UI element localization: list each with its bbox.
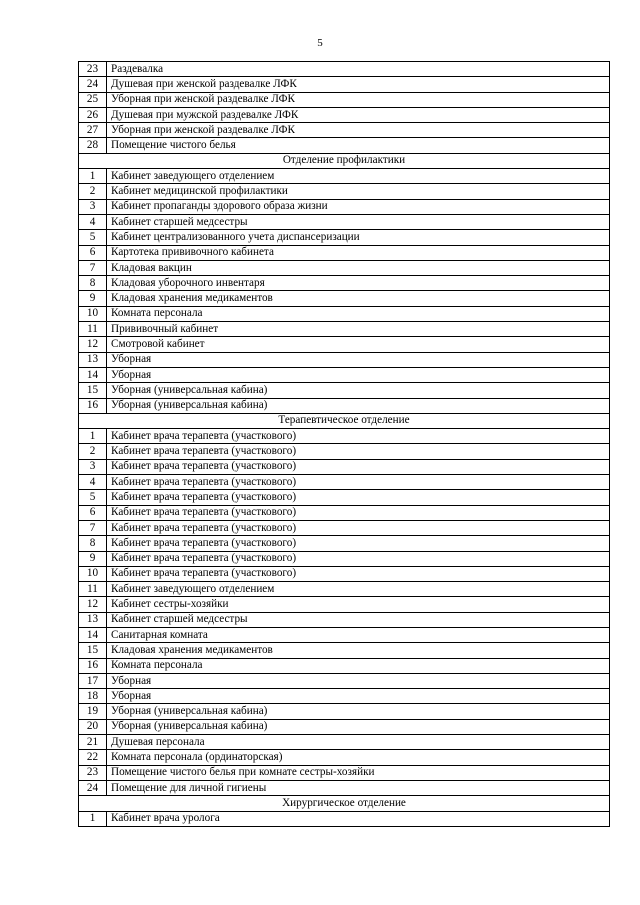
page-number: 5 <box>317 37 323 49</box>
room-name: Душевая персонала <box>107 735 610 750</box>
room-name: Кабинет врача терапевта (участкового) <box>107 444 610 459</box>
row-number: 1 <box>79 429 107 444</box>
room-name: Комната персонала <box>107 306 610 321</box>
table-row <box>79 429 610 444</box>
row-number: 11 <box>79 582 107 597</box>
room-name: Смотровой кабинет <box>107 337 610 352</box>
room-name: Кабинет врача терапевта (участкового) <box>107 551 610 566</box>
row-number: 12 <box>79 337 107 352</box>
table-row <box>79 276 610 291</box>
room-name: Кабинет врача терапевта (участкового) <box>107 459 610 474</box>
row-number: 7 <box>79 520 107 535</box>
room-name: Кабинет заведующего отделением <box>107 169 610 184</box>
room-name: Уборная (универсальная кабина) <box>107 704 610 719</box>
room-name: Уборная <box>107 689 610 704</box>
room-name: Уборная (универсальная кабина) <box>107 398 610 413</box>
table-row <box>79 107 610 122</box>
room-name: Уборная <box>107 352 610 367</box>
row-number: 5 <box>79 230 107 245</box>
row-number: 17 <box>79 673 107 688</box>
row-number: 14 <box>79 627 107 642</box>
section-header-row <box>79 796 610 811</box>
table-row <box>79 337 610 352</box>
table-row <box>79 811 610 826</box>
table-row <box>79 536 610 551</box>
row-number: 13 <box>79 352 107 367</box>
table-row <box>79 214 610 229</box>
row-number: 24 <box>79 780 107 795</box>
table-row <box>79 735 610 750</box>
table-row <box>79 750 610 765</box>
room-name: Картотека прививочного кабинета <box>107 245 610 260</box>
room-name: Комната персонала (ординаторская) <box>107 750 610 765</box>
row-number: 16 <box>79 398 107 413</box>
room-name: Кабинет врача терапевта (участкового) <box>107 429 610 444</box>
table-row <box>79 123 610 138</box>
row-number: 7 <box>79 260 107 275</box>
room-name: Уборная <box>107 673 610 688</box>
room-name: Комната персонала <box>107 658 610 673</box>
room-name: Кабинет врача уролога <box>107 811 610 826</box>
table-row <box>79 689 610 704</box>
room-name: Кабинет врача терапевта (участкового) <box>107 475 610 490</box>
table-row <box>79 367 610 382</box>
table-row <box>79 475 610 490</box>
table-row <box>79 260 610 275</box>
section-header-row <box>79 153 610 168</box>
table-row <box>79 291 610 306</box>
row-number: 15 <box>79 643 107 658</box>
row-number: 1 <box>79 169 107 184</box>
row-number: 26 <box>79 107 107 122</box>
table-row <box>79 169 610 184</box>
table-row <box>79 459 610 474</box>
row-number: 10 <box>79 306 107 321</box>
rooms-table <box>78 61 610 827</box>
table-row <box>79 719 610 734</box>
row-number: 25 <box>79 92 107 107</box>
room-name: Помещение для личной гигиены <box>107 780 610 795</box>
table-row <box>79 230 610 245</box>
table-row <box>79 505 610 520</box>
row-number: 22 <box>79 750 107 765</box>
row-number: 23 <box>79 765 107 780</box>
table-row <box>79 520 610 535</box>
room-name: Кабинет старшей медсестры <box>107 612 610 627</box>
room-name: Кладовая уборочного инвентаря <box>107 276 610 291</box>
room-name: Кладовая вакцин <box>107 260 610 275</box>
table-row <box>79 673 610 688</box>
room-name: Кабинет врача терапевта (участкового) <box>107 520 610 535</box>
row-number: 19 <box>79 704 107 719</box>
room-name: Раздевалка <box>107 62 610 77</box>
room-name: Санитарная комната <box>107 627 610 642</box>
table-row <box>79 184 610 199</box>
table-row <box>79 582 610 597</box>
room-name: Кабинет заведующего отделением <box>107 582 610 597</box>
row-number: 14 <box>79 367 107 382</box>
row-number: 16 <box>79 658 107 673</box>
row-number: 24 <box>79 77 107 92</box>
table-row <box>79 551 610 566</box>
row-number: 15 <box>79 383 107 398</box>
section-title: Хирургическое отделение <box>79 796 610 811</box>
table-row <box>79 643 610 658</box>
room-name: Уборная (универсальная кабина) <box>107 719 610 734</box>
room-name: Душевая при женской раздевалке ЛФК <box>107 77 610 92</box>
row-number: 12 <box>79 597 107 612</box>
row-number: 18 <box>79 689 107 704</box>
row-number: 20 <box>79 719 107 734</box>
row-number: 3 <box>79 199 107 214</box>
row-number: 5 <box>79 490 107 505</box>
row-number: 23 <box>79 62 107 77</box>
room-name: Кабинет централизованного учета диспансеризации <box>107 230 610 245</box>
room-name: Кабинет врача терапевта (участкового) <box>107 566 610 581</box>
table-row <box>79 612 610 627</box>
table-row <box>79 199 610 214</box>
row-number: 6 <box>79 245 107 260</box>
table-row <box>79 597 610 612</box>
row-number: 8 <box>79 536 107 551</box>
room-name: Кладовая хранения медикаментов <box>107 643 610 658</box>
row-number: 2 <box>79 444 107 459</box>
row-number: 2 <box>79 184 107 199</box>
room-name: Кабинет врача терапевта (участкового) <box>107 490 610 505</box>
row-number: 8 <box>79 276 107 291</box>
table-row <box>79 566 610 581</box>
room-name: Кладовая хранения медикаментов <box>107 291 610 306</box>
section-header-row <box>79 413 610 428</box>
room-name: Кабинет сестры-хозяйки <box>107 597 610 612</box>
room-name: Помещение чистого белья при комнате сестры-хозяйки <box>107 765 610 780</box>
table-row <box>79 627 610 642</box>
row-number: 9 <box>79 551 107 566</box>
room-name: Уборная при женской раздевалке ЛФК <box>107 123 610 138</box>
row-number: 21 <box>79 735 107 750</box>
rooms-table-body <box>79 62 610 827</box>
row-number: 11 <box>79 322 107 337</box>
table-row <box>79 92 610 107</box>
table-row <box>79 490 610 505</box>
table-row <box>79 704 610 719</box>
table-row <box>79 306 610 321</box>
table-row <box>79 62 610 77</box>
table-row <box>79 383 610 398</box>
table-row <box>79 765 610 780</box>
room-name: Уборная (универсальная кабина) <box>107 383 610 398</box>
row-number: 9 <box>79 291 107 306</box>
room-name: Кабинет пропаганды здорового образа жизни <box>107 199 610 214</box>
row-number: 4 <box>79 475 107 490</box>
table-row <box>79 352 610 367</box>
room-name: Прививочный кабинет <box>107 322 610 337</box>
room-name: Уборная <box>107 367 610 382</box>
row-number: 6 <box>79 505 107 520</box>
section-title: Отделение профилактики <box>79 153 610 168</box>
room-name: Душевая при мужской раздевалке ЛФК <box>107 107 610 122</box>
row-number: 3 <box>79 459 107 474</box>
room-name: Кабинет врача терапевта (участкового) <box>107 505 610 520</box>
room-name: Уборная при женской раздевалке ЛФК <box>107 92 610 107</box>
row-number: 28 <box>79 138 107 153</box>
table-row <box>79 245 610 260</box>
table-row <box>79 658 610 673</box>
room-name: Кабинет старшей медсестры <box>107 214 610 229</box>
row-number: 10 <box>79 566 107 581</box>
table-row <box>79 444 610 459</box>
table-row <box>79 138 610 153</box>
table-row <box>79 77 610 92</box>
row-number: 4 <box>79 214 107 229</box>
row-number: 1 <box>79 811 107 826</box>
room-name: Помещение чистого белья <box>107 138 610 153</box>
table-row <box>79 322 610 337</box>
table-row <box>79 398 610 413</box>
table-row <box>79 780 610 795</box>
row-number: 27 <box>79 123 107 138</box>
room-name: Кабинет медицинской профилактики <box>107 184 610 199</box>
row-number: 13 <box>79 612 107 627</box>
section-title: Терапевтическое отделение <box>79 413 610 428</box>
room-name: Кабинет врача терапевта (участкового) <box>107 536 610 551</box>
